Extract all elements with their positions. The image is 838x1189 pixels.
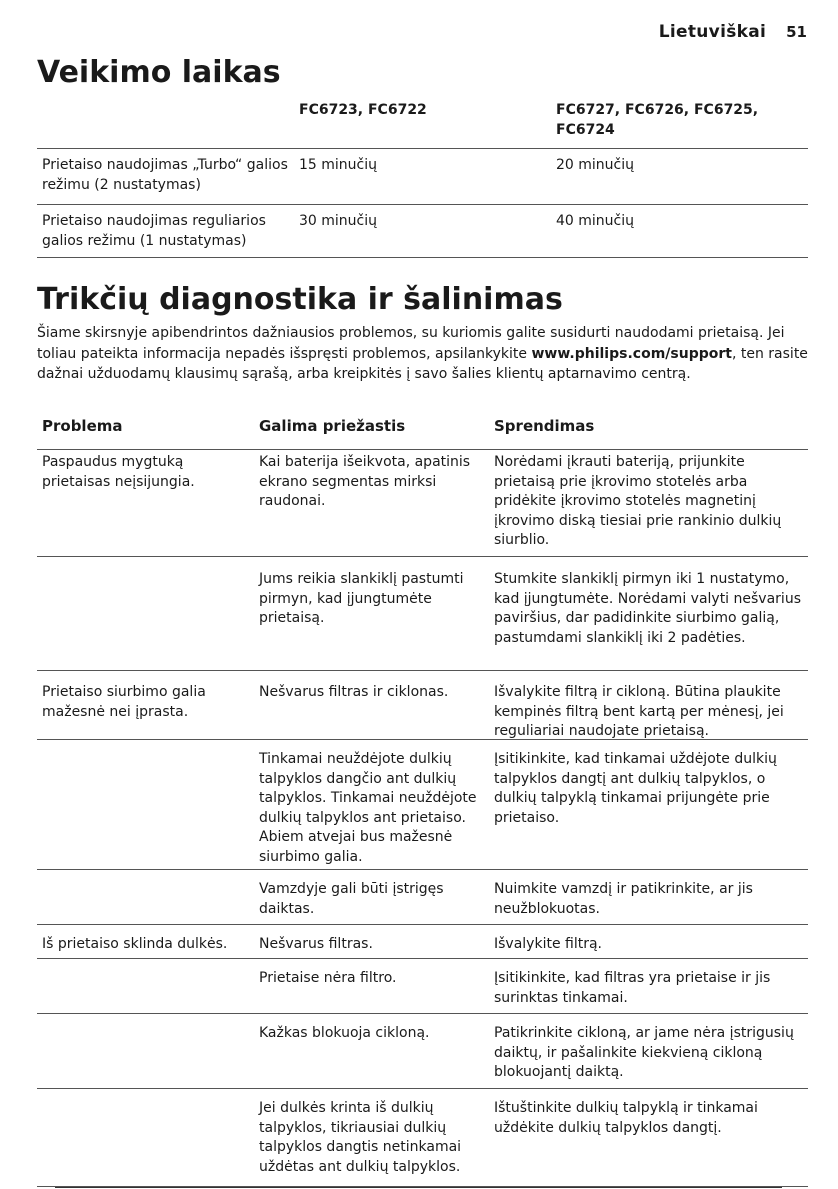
table-cell: Ištuštinkite dulkių talpyklą ir tinkamai uždėkite dulkių talpyklos dangtį. bbox=[494, 1100, 758, 1136]
table-cell: Norėdami įkrauti bateriją, prijunkite prietaisą prie įkrovimo stotelės arba pridėkite įkrovimo stotelės magnetinį įkrovimo diską tiesiai prie rankinio dulkių siurblio. bbox=[494, 454, 782, 548]
table-row bbox=[37, 740, 808, 870]
table-row bbox=[37, 1089, 808, 1187]
table-cell: Stumkite slankiklį pirmyn iki 1 nustatymo, kad įjungtumėte. Norėdami valyti nešvarius paviršius, dar padidinkite siurbimo galią, pastumdami slankiklį iki 2 padėties. bbox=[494, 571, 801, 646]
table-row bbox=[37, 205, 808, 258]
intro-paragraph bbox=[37, 323, 812, 385]
table-cell: Prietaise nėra filtro. bbox=[259, 970, 397, 986]
table-cell: 15 minučių bbox=[299, 157, 377, 173]
table-cell: 20 minučių bbox=[556, 157, 634, 173]
table-cell: Prietaiso naudojimas „Turbo“ galios režimu (2 nustatymas) bbox=[42, 157, 288, 193]
table-cell: Nuimkite vamzdį ir patikrinkite, ar jis neužblokuotas. bbox=[494, 881, 753, 917]
support-link[interactable]: www.philips.com/support bbox=[531, 345, 732, 362]
intro-text-end: , ten rasite dažnai užduodamų klausimų sąrašą, arba kreipkitės į savo šalies klientų aptarnavimo centrą. bbox=[37, 345, 808, 382]
operating-time-table bbox=[37, 100, 808, 258]
column-header-problem: Problema bbox=[42, 417, 123, 435]
table-row bbox=[37, 925, 808, 959]
table-cell: Jums reikia slankiklį pastumti pirmyn, kad įjungtumėte prietaisą. bbox=[259, 571, 464, 626]
table-cell: Kai baterija išeikvota, apatinis ekrano segmentas mirksi raudonai. bbox=[259, 454, 471, 509]
table-cell: Įsitikinkite, kad filtras yra prietaise ir jis surinktas tinkamai. bbox=[494, 970, 771, 1006]
table-row bbox=[37, 671, 808, 740]
table-cell: Prietaiso naudojimas reguliarios galios režimu (1 nustatymas) bbox=[42, 213, 266, 249]
column-header bbox=[37, 100, 294, 148]
table-cell: Nešvarus filtras ir ciklonas. bbox=[259, 684, 449, 700]
column-header-cause: Galima priežastis bbox=[259, 417, 406, 435]
table-header bbox=[37, 100, 808, 149]
table-cell: Paspaudus mygtuką prietaisas neįsijungia. bbox=[42, 454, 195, 490]
troubleshooting-table bbox=[37, 414, 808, 1187]
table-row bbox=[37, 149, 808, 205]
table-cell: Iš prietaiso sklinda dulkės. bbox=[42, 936, 228, 952]
table-cell bbox=[37, 1098, 254, 1186]
table-cell: Prietaiso siurbimo galia mažesnė nei įprasta. bbox=[42, 684, 206, 720]
table-cell bbox=[37, 968, 254, 1013]
language-label: Lietuviškai bbox=[658, 22, 767, 42]
table-row bbox=[37, 450, 808, 557]
table-row bbox=[37, 959, 808, 1014]
page-header bbox=[659, 22, 807, 42]
column-header: FC6723, FC6722 bbox=[299, 102, 427, 118]
table-cell: Išvalykite filtrą. bbox=[494, 936, 602, 952]
intro-text: Šiame skirsnyje apibendrintos dažniausios problemos, su kuriomis galite susidurti naudodami prietaisą. Jei toliau pateikta informacija nepadės išspręsti problemos, apsilankykite bbox=[37, 325, 785, 362]
table-header bbox=[37, 414, 808, 450]
page-number: 51 bbox=[786, 23, 807, 41]
table-row bbox=[37, 1014, 808, 1089]
table-cell: Kažkas blokuoja cikloną. bbox=[259, 1025, 430, 1041]
table-cell: 30 minučių bbox=[299, 213, 377, 229]
table-cell: Išvalykite filtrą ir cikloną. Būtina plaukite kempinės filtrą bent kartą per mėnesį, jei reguliariai naudojate prietaisą. bbox=[494, 684, 784, 739]
table-cell bbox=[37, 879, 254, 924]
table-cell: Įsitikinkite, kad tinkamai uždėjote dulkių talpyklos dangtį ant dulkių talpyklos, o dulkių talpyklą tinkamai prijungėte prie prietaiso. bbox=[494, 751, 777, 826]
column-header-solution: Sprendimas bbox=[494, 417, 595, 435]
table-cell: Vamzdyje gali būti įstrigęs daiktas. bbox=[259, 881, 444, 917]
bottom-divider bbox=[55, 1187, 782, 1188]
column-header: FC6727, FC6726, FC6725, FC6724 bbox=[556, 102, 759, 138]
table-cell bbox=[37, 1023, 254, 1088]
table-cell: Nešvarus filtras. bbox=[259, 936, 373, 952]
table-row bbox=[37, 557, 808, 671]
table-cell: 40 minučių bbox=[556, 213, 634, 229]
table-cell bbox=[37, 749, 254, 869]
table-row bbox=[37, 870, 808, 925]
table-cell bbox=[37, 569, 254, 670]
table-cell: Jei dulkės krinta iš dulkių talpyklos, tikriausiai dulkių talpyklos dangtis netinkamai uždėtas ant dulkių talpyklos. bbox=[259, 1100, 462, 1175]
table-cell: Tinkamai neuždėjote dulkių talpyklos dangčio ant dulkių talpyklos. Tinkamai neuždėjote dulkių talpyklos ant prietaiso. Abiem atvejai bus mažesnė siurbimo galia. bbox=[259, 751, 477, 865]
section-title-operating-time: Veikimo laikas bbox=[37, 55, 281, 90]
section-title-troubleshooting: Trikčių diagnostika ir šalinimas bbox=[37, 282, 563, 317]
table-cell: Patikrinkite cikloną, ar jame nėra įstrigusių daiktų, ir pašalinkite kiekvieną cikloną blokuojantį daiktą. bbox=[494, 1025, 794, 1080]
